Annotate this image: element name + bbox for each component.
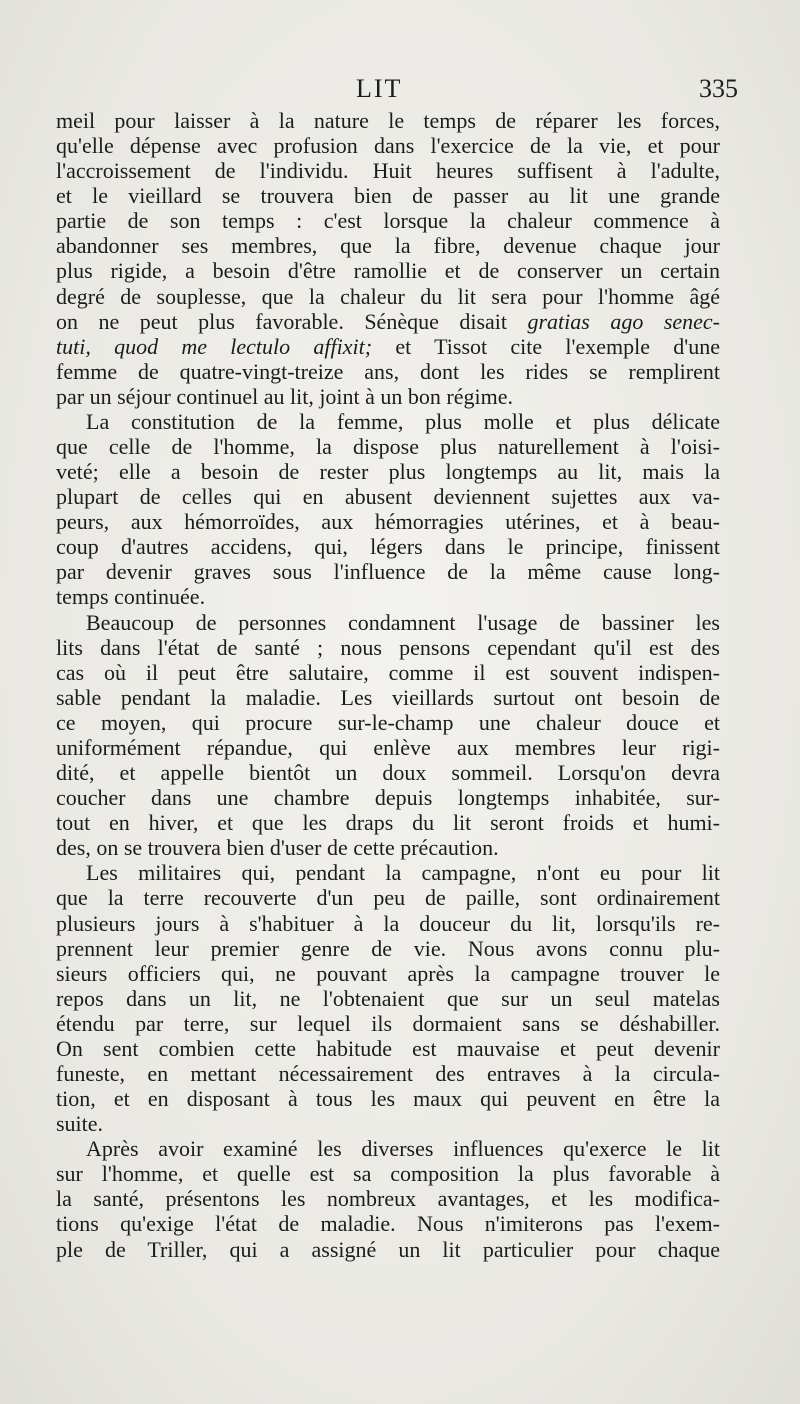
text-line — [56, 1211, 720, 1236]
text-segment: degré de souplesse, que la chaleur du lit sera pour l'homme âgé — [56, 283, 720, 309]
text-line — [56, 334, 720, 359]
text-segment: La constitution de la femme, plus molle et plus délicate — [86, 408, 720, 434]
text-segment: tout en hiver, et que les draps du lit seront froids et humi- — [56, 810, 720, 836]
text-line — [56, 1036, 720, 1061]
text-segment: peurs, aux hémorroïdes, aux hémorragies utérines, et à beau- — [56, 509, 720, 535]
text-segment: plusieurs jours à s'habituer à la douceur du lit, lorsqu'ils re- — [56, 910, 720, 936]
text-line — [56, 233, 720, 258]
running-head: LIT — [356, 74, 403, 103]
text-segment: Beaucoup de personnes condamnent l'usage de bassiner les — [86, 609, 720, 635]
text-line — [56, 835, 720, 860]
text-segment: veté; elle a besoin de rester plus longtemps au lit, mais la — [56, 459, 720, 485]
text-segment: on ne peut plus favorable. Sénèque disait — [56, 308, 507, 334]
text-line — [56, 1237, 720, 1262]
text-segment: ce moyen, qui procure sur-le-champ une chaleur douce et — [56, 709, 720, 735]
text-line — [56, 660, 720, 685]
text-line — [56, 309, 720, 334]
text-line — [56, 484, 720, 509]
text-segment: suite. — [56, 1111, 104, 1137]
text-line — [56, 635, 720, 660]
page-number: 335 — [699, 74, 738, 103]
text-line — [56, 1161, 720, 1186]
text-segment: coup d'autres accidens, qui, légers dans le principe, finissent — [56, 534, 720, 560]
text-line — [56, 1086, 720, 1111]
text-line — [56, 509, 720, 534]
text-line — [56, 534, 720, 559]
text-segment: la santé, présentons les nombreux avantages, et les modifica- — [56, 1186, 720, 1212]
text-line — [56, 434, 720, 459]
text-line — [56, 685, 720, 710]
text-segment: partie de son temps : c'est lorsque la chaleur commence à — [56, 208, 720, 234]
body-text — [56, 108, 720, 1262]
text-line — [56, 885, 720, 910]
text-segment: coucher dans une chambre depuis longtemps inhabitée, sur- — [56, 785, 720, 811]
text-segment: sur l'homme, et quelle est sa composition la plus favorable à — [56, 1161, 720, 1187]
text-segment: femme de quatre-vingt-treize ans, dont les rides se remplirent — [56, 358, 720, 384]
text-line — [56, 183, 720, 208]
text-segment: et Tissot cite l'exemple d'une — [395, 333, 720, 359]
text-segment: On sent combien cette habitude est mauvaise et peut devenir — [56, 1035, 720, 1061]
text-segment: cas où il peut être salutaire, comme il est souvent indispen- — [56, 659, 720, 685]
text-segment: sieurs officiers qui, ne pouvant après la campagne trouver le — [56, 960, 720, 986]
text-line — [56, 108, 720, 133]
text-line — [56, 760, 720, 785]
text-line — [56, 860, 720, 885]
text-line — [56, 735, 720, 760]
text-segment: prennent leur premier genre de vie. Nous avons connu plu- — [56, 935, 720, 961]
text-line — [56, 710, 720, 735]
text-segment: plus rigide, a besoin d'être ramollie et de conserver un certain — [56, 258, 720, 284]
text-line — [56, 986, 720, 1011]
text-line — [56, 258, 720, 283]
text-segment: l'accroissement de l'individu. Huit heures suffisent à l'adulte, — [56, 158, 720, 184]
text-line — [56, 584, 720, 609]
text-line — [56, 961, 720, 986]
text-segment: qu'elle dépense avec profusion dans l'exercice de la vie, et pour — [56, 133, 720, 159]
text-segment: ple de Triller, qui a assigné un lit particulier pour chaque — [56, 1236, 720, 1262]
text-segment: meil pour laisser à la nature le temps de réparer les forces, — [56, 108, 720, 133]
text-line — [56, 610, 720, 635]
text-line — [56, 1186, 720, 1211]
text-segment: par devenir graves sous l'influence de la même cause long- — [56, 559, 720, 585]
text-line — [56, 208, 720, 233]
text-segment: lits dans l'état de santé ; nous pensons cependant qu'il est des — [56, 634, 720, 660]
text-line — [56, 459, 720, 484]
text-segment: Après avoir examiné les diverses influences qu'exerce le lit — [86, 1136, 720, 1162]
text-segment: des, on se trouvera bien d'user de cette précaution. — [56, 835, 499, 861]
text-segment: Les militaires qui, pendant la campagne, n'ont eu pour lit — [86, 860, 720, 886]
text-segment: que celle de l'homme, la dispose plus naturellement à l'oisi- — [56, 434, 720, 460]
text-line — [56, 409, 720, 434]
text-segment: repos dans un lit, ne l'obtenaient que sur un seul matelas — [56, 985, 720, 1011]
text-segment: abandonner ses membres, que la fibre, devenue chaque jour — [56, 233, 720, 259]
text-segment: dité, et appelle bientôt un doux sommeil. Lorsqu'on devra — [56, 760, 720, 786]
text-line — [56, 133, 720, 158]
text-segment: temps continuée. — [56, 584, 206, 610]
text-segment: plupart de celles qui en abusent deviennent sujettes aux va- — [56, 484, 720, 510]
text-line — [56, 1136, 720, 1161]
text-line — [56, 936, 720, 961]
text-segment: funeste, en mettant nécessairement des entraves à la circula- — [56, 1060, 720, 1086]
text-line — [56, 785, 720, 810]
text-segment: uniformément répandue, qui enlève aux membres leur rigi- — [56, 734, 720, 760]
text-line — [56, 559, 720, 584]
text-line — [56, 384, 720, 409]
text-segment: que la terre recouverte d'un peu de paille, sont ordinairement — [56, 885, 720, 911]
text-line — [56, 1061, 720, 1086]
text-segment: étendu par terre, sur lequel ils dormaient sans se déshabiller. — [56, 1010, 720, 1036]
text-line — [56, 1011, 720, 1036]
text-line — [56, 911, 720, 936]
text-line — [56, 1111, 720, 1136]
italic-segment: gratias ago senec- — [527, 308, 720, 334]
text-line — [56, 158, 720, 183]
text-segment: et le vieillard se trouvera bien de passer au lit une grande — [56, 183, 720, 209]
text-line — [56, 359, 720, 384]
text-segment: par un séjour continuel au lit, joint à un bon régime. — [56, 383, 514, 409]
text-segment: sable pendant la maladie. Les vieillards surtout ont besoin de — [56, 684, 720, 710]
italic-segment: tuti, quod me lectulo affixit; — [56, 333, 373, 359]
text-segment: tion, et en disposant à tous les maux qui peuvent en être la — [56, 1086, 720, 1112]
text-line — [56, 810, 720, 835]
text-segment: tions qu'exige l'état de maladie. Nous n'imiterons pas l'exem- — [56, 1211, 720, 1237]
text-line — [56, 284, 720, 309]
